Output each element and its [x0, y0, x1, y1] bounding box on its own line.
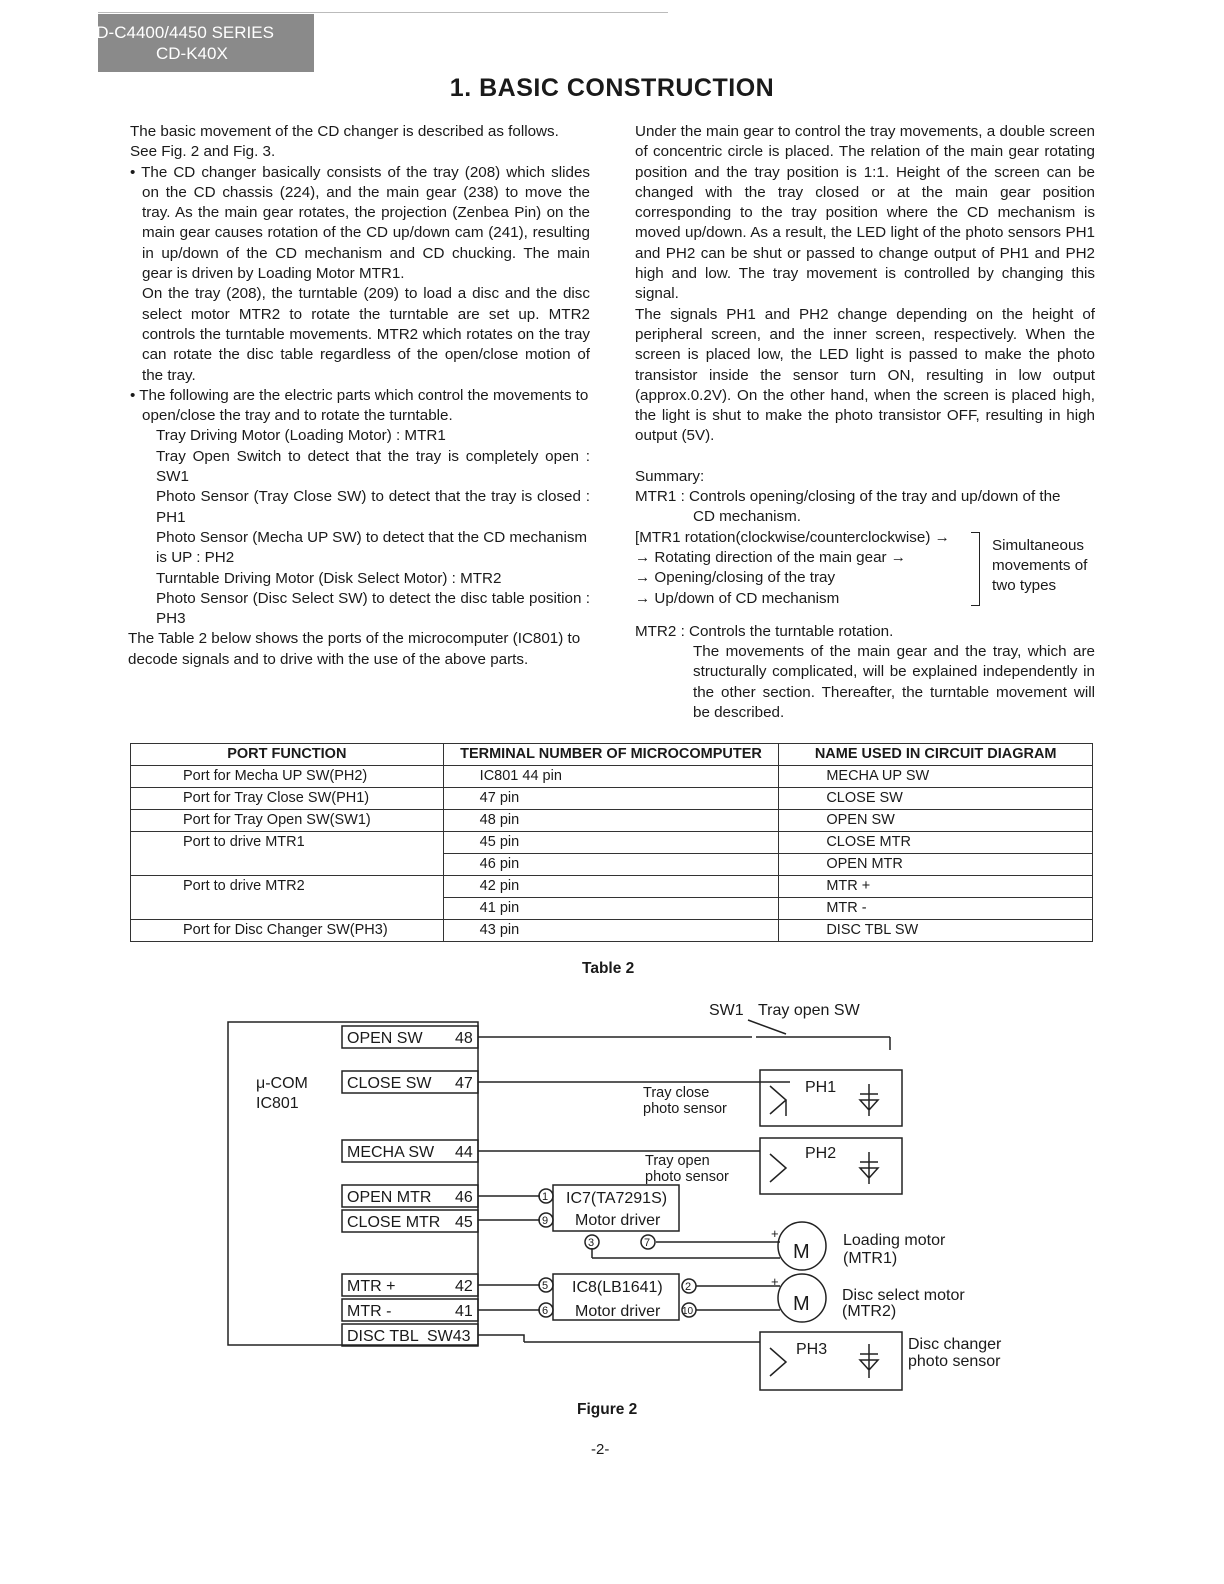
- left-column: [130, 122, 590, 670]
- page-number: -2-: [591, 1441, 610, 1458]
- mtr2-desc-1: Disc select motor: [842, 1287, 965, 1304]
- port-pin: SW43: [427, 1328, 471, 1345]
- table-cell: IC801 44 pin: [443, 766, 779, 788]
- ph3-led-icon: [770, 1348, 786, 1376]
- table-cell: 43 pin: [443, 920, 779, 942]
- table-cell: MTR -: [779, 898, 1093, 920]
- mtr1-plus: +: [771, 1226, 779, 1241]
- part-ph2: Photo Sensor (Mecha UP SW) to detect that the CD mechanism is UP : PH2: [156, 528, 588, 567]
- table-cell: 41 pin: [443, 898, 779, 920]
- bracket-line-1: [MTR1 rotation(clockwise/counterclockwise) →: [635, 528, 950, 546]
- table-cell: OPEN MTR: [779, 854, 1093, 876]
- port-label: DISC TBL: [347, 1328, 419, 1345]
- table-cell: Port for Tray Close SW(PH1): [131, 788, 444, 810]
- ic8-pin: 2: [685, 1281, 692, 1293]
- bracket-note: Simultaneous movements of two types: [992, 536, 1088, 595]
- table-cell: Port for Tray Open SW(SW1): [131, 810, 444, 832]
- port-label: MTR +: [347, 1278, 396, 1295]
- part-ph3: Photo Sensor (Disc Select SW) to detect the disc table position : PH3: [156, 589, 590, 628]
- part-ph1: Photo Sensor (Tray Close SW) to detect that the tray is closed : PH1: [156, 488, 590, 526]
- table-row: [131, 832, 1093, 854]
- table-header-row: [131, 744, 1093, 766]
- table-row: [131, 766, 1093, 788]
- table-cell: 47 pin: [443, 788, 779, 810]
- intro-line: The basic movement of the CD changer is described as follows.: [130, 123, 559, 140]
- port-label: MECHA SW: [347, 1144, 435, 1161]
- table-cell: 48 pin: [443, 810, 779, 832]
- screen-paragraph: Under the main gear to control the tray movements, a double screen of concentric circle is placed. The relation of the main gear rotating position and the tray position is 1:1. Height of the screen can be changed with the tray closed or at the main gear position corresponding to the tray position where the CD mechanism is moved up/down. As a result, the LED light of the photo sensors PH1 and PH2 can be shut or passed to change output of PH1 and PH2 high and low. The tray movement is controlled by changing this signal.: [635, 123, 1095, 303]
- sw1-label: SW1: [709, 1002, 744, 1019]
- mtr1-symbol: M: [793, 1241, 810, 1263]
- ph3-transistor-icon: [860, 1344, 878, 1378]
- ph1-desc-2: photo sensor: [643, 1101, 727, 1117]
- mcu-ic: IC801: [256, 1095, 299, 1112]
- port-pin: 46: [455, 1189, 473, 1206]
- switch-lever: [748, 1020, 786, 1034]
- summary-mtr2-desc: The movements of the main gear and the tray, which are structurally complicated, will be explained independently in the other section. Thereafter, the turntable movement will be described.: [693, 642, 1095, 721]
- bracket-line-2: → Rotating direction of the main gear →: [635, 548, 906, 566]
- port-label: OPEN MTR: [347, 1189, 432, 1206]
- turntable-paragraph: On the tray (208), the turntable (209) to load a disc and the disc select motor MTR2 to rotate the turntable are set up. MTR2 controls the turntable movements. MTR2 which rotates on the tray can rotate the disc table regardless of the open/close motion of the tray.: [142, 285, 590, 384]
- bullet-electric-parts: • The following are the electric parts which control the movements to open/close the tray and to rotate the turntable.: [130, 386, 589, 425]
- table-cell: MTR +: [779, 876, 1093, 898]
- table-cell: DISC TBL SW: [779, 920, 1093, 942]
- port-table: [130, 743, 1093, 942]
- mcu-label: μ-COM: [256, 1075, 308, 1092]
- ic7-pin: 9: [542, 1215, 549, 1227]
- mtr2-symbol: M: [793, 1293, 810, 1315]
- table-row: [131, 788, 1093, 810]
- port-label: MTR -: [347, 1303, 392, 1320]
- ic7-desc: Motor driver: [575, 1212, 661, 1229]
- bracket-block: [635, 528, 1095, 610]
- series-badge: [84, 14, 314, 72]
- port-pin: 45: [455, 1214, 473, 1231]
- mtr1-desc-2: (MTR1): [843, 1250, 898, 1267]
- ph3-label: PH3: [796, 1341, 828, 1358]
- table-cell: CLOSE MTR: [779, 832, 1093, 854]
- series-line-1: CD-C4400/4450 SERIES: [84, 23, 274, 42]
- right-column: [635, 122, 1095, 723]
- summary-mtr1-cont: CD mechanism.: [693, 508, 802, 526]
- port-label: CLOSE SW: [347, 1075, 432, 1092]
- ic7-name: IC7(TA7291S): [566, 1190, 668, 1207]
- ph2-led-icon: [770, 1154, 786, 1182]
- table-cell: Port to drive MTR1: [131, 832, 444, 876]
- bracket-line-3: → Opening/closing of the tray: [635, 569, 836, 587]
- mtr1-desc-1: Loading motor: [843, 1232, 946, 1249]
- figure-caption: Figure 2: [577, 1401, 638, 1418]
- table-cell: CLOSE SW: [779, 788, 1093, 810]
- part-sw1: Tray Open Switch to detect that the tray is completely open : SW1: [156, 447, 590, 486]
- summary-mtr2: MTR2 : Controls the turntable rotation.: [635, 622, 894, 640]
- table-caption: Table 2: [582, 960, 635, 977]
- ph2-label: PH2: [805, 1145, 837, 1162]
- signal-paragraph: The signals PH1 and PH2 change depending on the height of peripheral screen, and the inner screen, respectively. When the screen is placed low, the LED light is passed to make the photo transistor inside the sensor turn ON, resulting in low output (approx.0.2V). On the other hand, when the screen is placed high, the light is shut to make the photo transistor OFF, resulting in high output (5V).: [635, 305, 1095, 445]
- table-header-cell: TERMINAL NUMBER OF MICROCOMPUTER: [443, 744, 779, 766]
- table-cell: 45 pin: [443, 832, 779, 854]
- header-rule: [98, 12, 668, 13]
- ph3-desc-1: Disc changer: [908, 1336, 1002, 1353]
- port-pin: 42: [455, 1278, 473, 1295]
- ph1-transistor-icon: [860, 1084, 878, 1116]
- ph3-desc-2: photo sensor: [908, 1353, 1001, 1370]
- ic7-pin: 7: [644, 1237, 651, 1249]
- ph1-desc-1: Tray close: [643, 1085, 710, 1101]
- table-cell: 42 pin: [443, 876, 779, 898]
- bullet-construction: • The CD changer basically consists of the tray (208) which slides on the CD chassis (224), and the main gear (238) to move the tray. As the main gear rotates, the projection (Zenbea Pin) on the main gear causes rotation of the CD up/down cam (241), resulting in up/down of the CD mechanism and CD chucking. The main gear is driven by Loading Motor MTR1.: [130, 163, 590, 283]
- table-cell: Port to drive MTR2: [131, 876, 444, 920]
- bracket-line: [971, 532, 980, 606]
- port-pin: 41: [455, 1303, 473, 1320]
- mtr2-plus: +: [771, 1274, 779, 1289]
- mtr2-desc-2: (MTR2): [842, 1303, 897, 1320]
- table-header-cell: PORT FUNCTION: [131, 744, 444, 766]
- port-pin: 44: [455, 1144, 473, 1161]
- part-mtr1: Tray Driving Motor (Loading Motor) : MTR1: [156, 427, 446, 445]
- ph2-desc-2: photo sensor: [645, 1169, 729, 1185]
- port-pin: 47: [455, 1075, 473, 1092]
- port-label: CLOSE MTR: [347, 1214, 441, 1231]
- port-pin: 48: [455, 1030, 473, 1047]
- ic8-desc: Motor driver: [575, 1303, 661, 1320]
- bracket-line-4: → Up/down of CD mechanism: [635, 589, 840, 607]
- part-mtr2: Turntable Driving Motor (Disk Select Motor) : MTR2: [156, 569, 502, 587]
- see-figures-line: See Fig. 2 and Fig. 3.: [130, 143, 276, 161]
- ph1-led-icon: [770, 1086, 786, 1116]
- ic8-pin: 6: [542, 1305, 549, 1317]
- ic8-name: IC8(LB1641): [572, 1279, 663, 1296]
- table-cell: 46 pin: [443, 854, 779, 876]
- table-intro: The Table 2 below shows the ports of the microcomputer (IC801) to decode signals and to drive with the use of the above parts.: [128, 630, 581, 668]
- table-cell: OPEN SW: [779, 810, 1093, 832]
- wire-disc-tbl: [478, 1335, 524, 1342]
- table-row: [131, 920, 1093, 942]
- page-title: 1. BASIC CONSTRUCTION: [449, 74, 775, 102]
- table-header-cell: NAME USED IN CIRCUIT DIAGRAM: [779, 744, 1093, 766]
- table-cell: Port for Disc Changer SW(PH3): [131, 920, 444, 942]
- ic7-pin: 3: [588, 1237, 595, 1249]
- ic8-pin: 5: [542, 1280, 549, 1292]
- series-line-2: CD-K40X: [156, 44, 228, 63]
- summary-mtr1: MTR1 : Controls opening/closing of the tray and up/down of the: [635, 488, 1061, 506]
- table-row: [131, 876, 1093, 898]
- ph3-box: [760, 1332, 902, 1390]
- circuit-diagram: [0, 990, 1224, 1410]
- ph1-label: PH1: [805, 1079, 837, 1096]
- table-cell: MECHA UP SW: [779, 766, 1093, 788]
- ic7-pin: 1: [542, 1191, 549, 1203]
- ph2-desc-1: Tray open: [645, 1153, 710, 1169]
- table-cell: Port for Mecha UP SW(PH2): [131, 766, 444, 788]
- ic8-pin: 10: [682, 1306, 694, 1317]
- sw1-desc: Tray open SW: [758, 1002, 860, 1019]
- table-row: [131, 810, 1093, 832]
- ph2-transistor-icon: [860, 1152, 878, 1184]
- port-label: OPEN SW: [347, 1030, 423, 1047]
- summary-label: Summary:: [635, 467, 705, 485]
